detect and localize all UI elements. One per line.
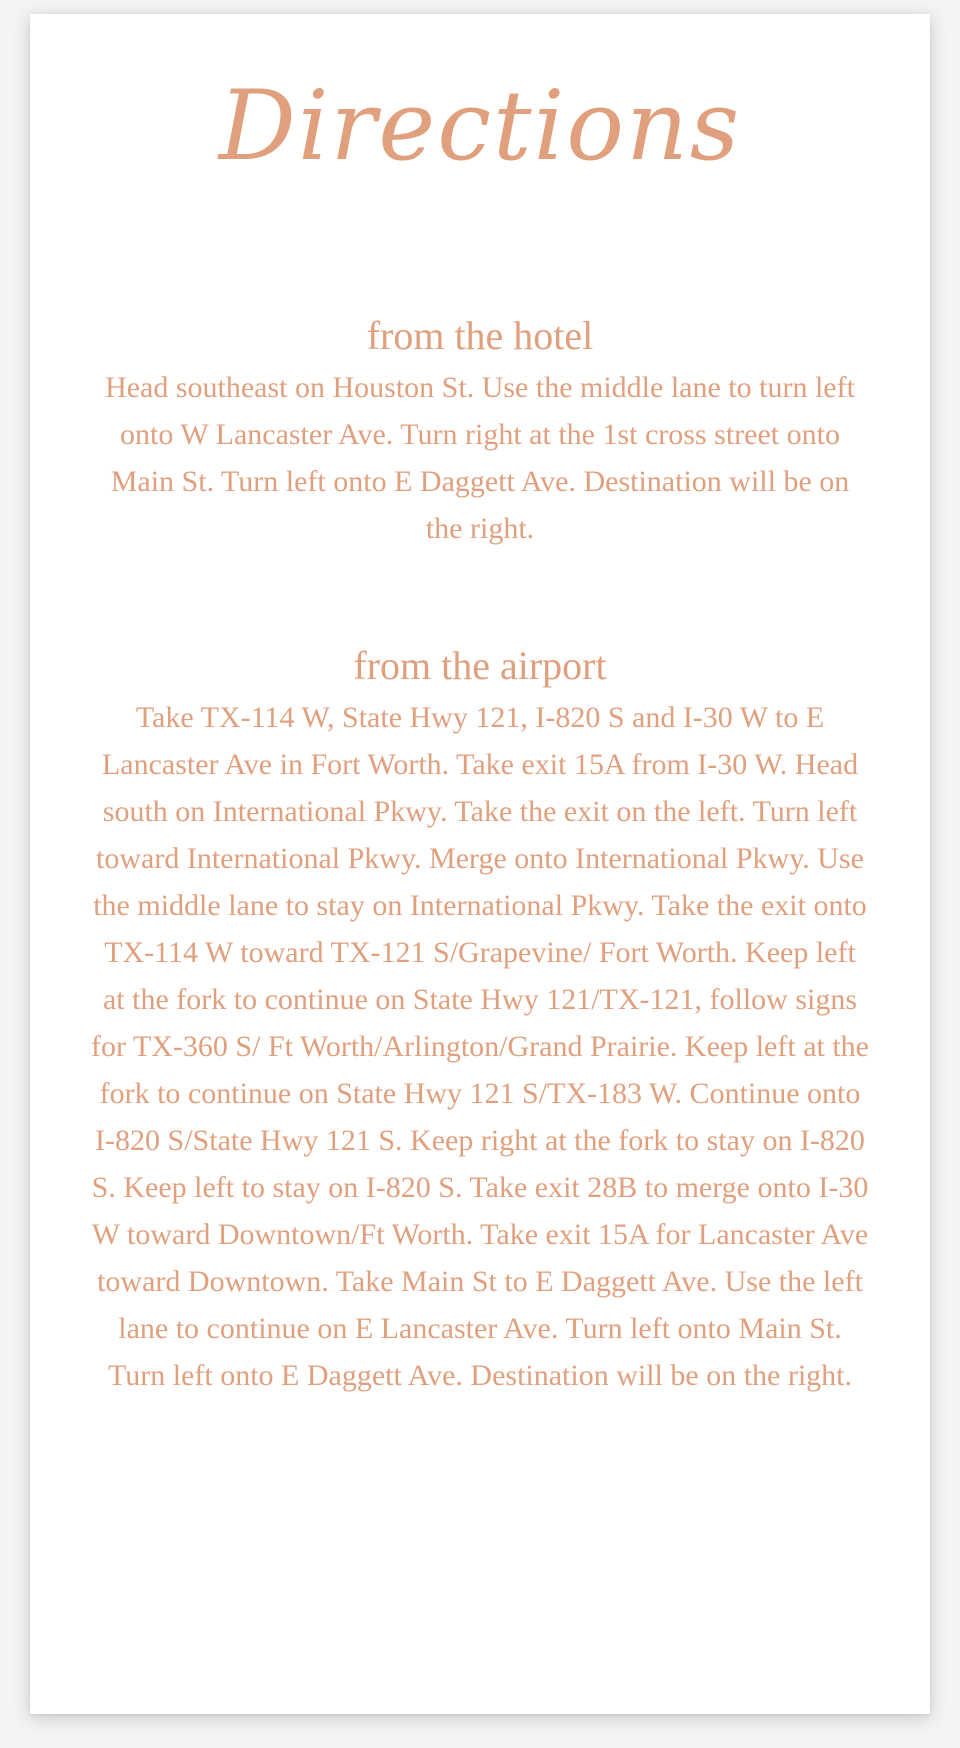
section-body-airport: Take TX-114 W, State Hwy 121, I-820 S and I-30 W to E Lancaster Ave in Fort Worth. Take exit 15A from I-30 W. Head south on International Pkwy. Take the exit on the left. Turn left toward International Pkwy. Merge onto International Pkwy. Use the middle lane to stay on International Pkwy. Take the exit onto TX-114 W toward TX-121 S/Grapevine/ Fort Worth. Keep left at the fork to continue on State Hwy 121/TX-121, follow signs for TX-360 S/ Ft Worth/Arlington/Grand Prairie. Keep left at the fork to continue on State Hwy 121 S/TX-183 W. Continue onto I-820 S/State Hwy 121 S. Keep right at the fork to stay on I-820 S. Keep left to stay on I-820 S. Take exit 28B to merge onto I-30 W toward Downtown/Ft Worth. Take exit 15A for Lancaster Ave toward Downtown. Take Main St to E Daggett Ave. Use the left lane to continue on E Lancaster Ave. Turn left onto Main St. Turn left onto E Daggett Ave. Destination will be on the right.: [91, 701, 869, 1392]
directions-card: [30, 14, 930, 1714]
card-title: Directions: [218, 70, 742, 182]
section-body-hotel: Head southeast on Houston St. Use the middle lane to turn left onto W Lancaster Ave. Turn right at the 1st cross street onto Main St. Turn left onto E Daggett Ave. Destination will be on the right.: [105, 371, 855, 545]
section-heading-airport: from the airport: [353, 643, 607, 688]
section-heading-hotel: from the hotel: [366, 313, 594, 358]
section-from-airport: [90, 642, 870, 1399]
section-from-hotel: [90, 312, 870, 552]
